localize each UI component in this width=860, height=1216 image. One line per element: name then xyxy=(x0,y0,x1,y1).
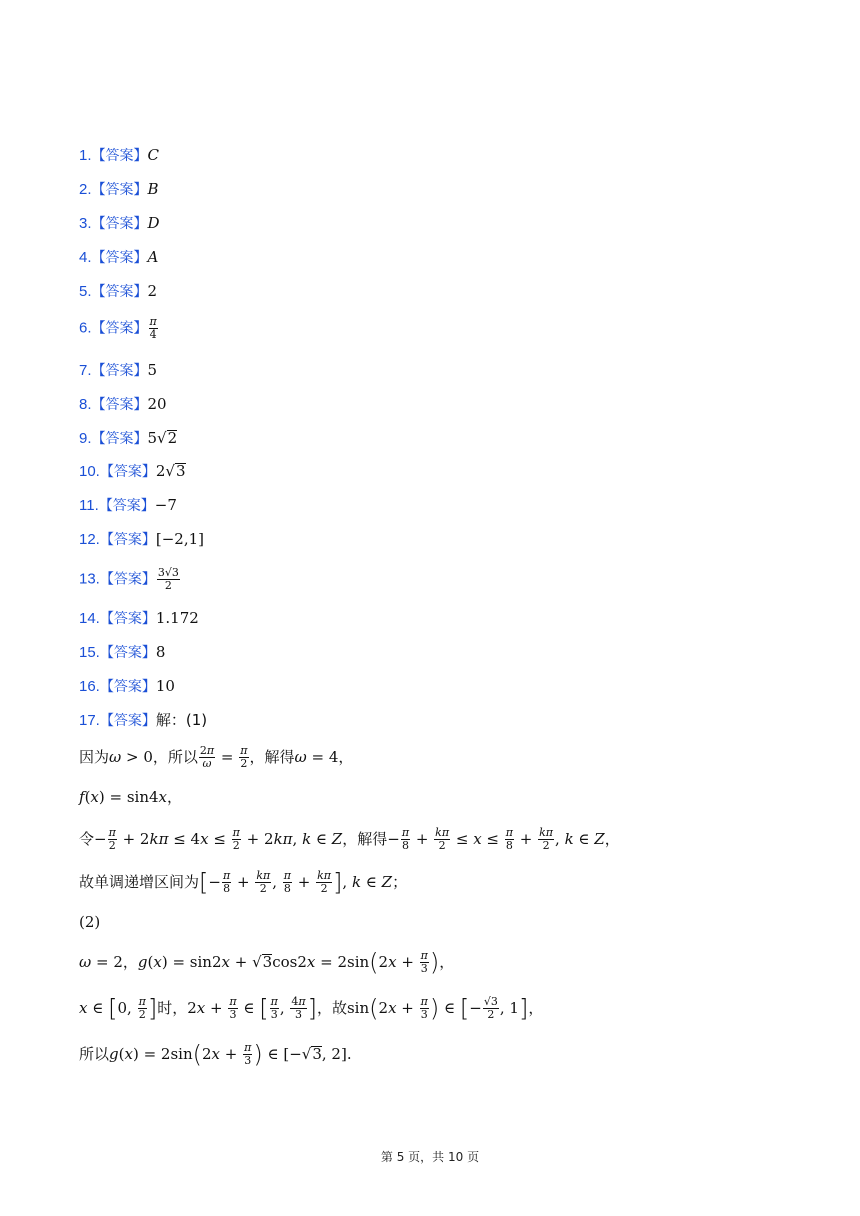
answer-number: 5. xyxy=(79,283,92,300)
answer-tag: 【答案】 xyxy=(91,363,148,379)
answer-line xyxy=(79,394,167,415)
answer-value: 20 xyxy=(147,395,167,413)
answer-value: 5 xyxy=(147,361,158,379)
answer-value: 10 xyxy=(155,677,175,695)
answer-number: 11. xyxy=(79,497,99,514)
answer-number: 8. xyxy=(79,396,92,413)
answer-value: [−2,1] xyxy=(155,530,204,548)
answer-line xyxy=(79,316,159,341)
answer-line xyxy=(79,567,181,592)
answer-tag: 【答案】 xyxy=(91,250,148,266)
answer-value: D xyxy=(147,214,160,232)
answer-number: 17. xyxy=(79,712,100,729)
answer-line xyxy=(79,495,177,516)
answer-line xyxy=(79,179,159,200)
solution-line-5: ω = 2，g(x) = sin2x + √3cos2x = 2sin(2x + $\frac{\pi}{3}$ )， xyxy=(79,948,455,977)
answer-number: 13. xyxy=(79,570,100,588)
answer-line xyxy=(79,608,199,629)
answer-value: −7 xyxy=(154,496,177,514)
answer-value: 解：(1) xyxy=(155,711,208,729)
answer-tag: 【答案】 xyxy=(91,397,148,413)
answer-line xyxy=(79,642,165,663)
answer-tag: 【答案】 xyxy=(91,431,148,447)
answer-number: 16. xyxy=(79,678,100,695)
solution-line-6: x ∈ [0, $\frac{\pi}{2}$ ]时，2x + $\frac{\pi}{3}$ ∈ [ $\frac{\pi}{3}$ , $\frac{4\pi}{3}$ ]，故sin(2x + $\frac{\pi}{3}$ ) ∈ [− $\frac{√3}{2}$ , 1]， xyxy=(79,994,544,1023)
answer-number: 15. xyxy=(79,644,100,661)
answer-value: 8 xyxy=(155,643,166,661)
answer-line xyxy=(79,145,159,166)
answer-line xyxy=(79,461,186,482)
solution-line-3: 令− $\frac{\pi}{2}$ + 2kπ ≤ 4x ≤ $\frac{\pi}{2}$ + 2kπ, k ∈ Z，解得− $\frac{\pi}{8}$ + $\frac{k\pi}{2}$ ≤ x ≤ $\frac{\pi}{8}$ + $\frac{k\pi}{2}$ , k ∈ Z， xyxy=(79,826,620,852)
answer-number: 12. xyxy=(79,531,100,548)
answer-line xyxy=(79,281,157,302)
answer-tag: 【答案】 xyxy=(91,216,148,232)
answer-tag: 【答案】 xyxy=(91,182,148,198)
answer-number: 3. xyxy=(79,215,92,232)
answer-value: 1.172 xyxy=(155,609,199,627)
answer-number: 1. xyxy=(79,147,92,164)
answer-tag: 【答案】 xyxy=(99,679,156,695)
answer-tag: 【答案】 xyxy=(99,464,156,480)
solution-line-7: 所以g(x) = 2sin(2x + $\frac{\pi}{3}$ ) ∈ [−√3, 2]. xyxy=(79,1040,352,1069)
solution-line-2: f(x) = sin4x， xyxy=(79,788,183,806)
page-footer: 第 5 页，共 10 页 xyxy=(380,1150,480,1164)
answer-number: 9. xyxy=(79,430,92,447)
answer-line xyxy=(79,710,207,731)
answer-number: 14. xyxy=(79,610,100,627)
answer-tag: 【答案】 xyxy=(91,148,148,164)
answer-line xyxy=(79,529,204,550)
answer-tag: 【答案】 xyxy=(98,498,155,514)
answer-tag: 【答案】 xyxy=(99,532,156,548)
answer-line xyxy=(79,428,177,449)
answer-value: $\frac{3√3}{2}$ xyxy=(157,566,179,592)
solution-line-4: 故单调递增区间为[− $\frac{\pi}{8}$ + $\frac{k\pi}{2}$ , $\frac{\pi}{8}$ + $\frac{k\pi}{2}$ ], k ∈ Z； xyxy=(79,868,408,897)
answer-value: B xyxy=(147,180,159,198)
answer-value: A xyxy=(147,248,159,266)
answer-number: 4. xyxy=(79,249,92,266)
answer-line xyxy=(79,360,157,381)
answer-tag: 【答案】 xyxy=(99,713,156,729)
answer-number: 2. xyxy=(79,181,92,198)
answer-number: 7. xyxy=(79,362,92,379)
answer-value: 2 xyxy=(147,282,158,300)
answer-line xyxy=(79,247,158,268)
answer-number: 6. xyxy=(79,319,92,337)
answer-value: $\frac{\pi}{4}$ xyxy=(149,315,157,341)
answer-value: 2√3 xyxy=(155,462,186,480)
answer-value: C xyxy=(147,146,159,164)
answer-tag: 【答案】 xyxy=(99,645,156,661)
solution-part-2: (2) xyxy=(79,913,101,931)
answer-tag: 【答案】 xyxy=(99,611,156,627)
answer-tag: 【答案】 xyxy=(91,320,148,337)
answer-line xyxy=(79,213,160,234)
solution-line-1: 因为ω > 0，所以 $\frac{2\pi}{\omega}$ = $\frac{\pi}{2}$ ，解得ω = 4， xyxy=(79,744,354,770)
answer-line xyxy=(79,676,175,697)
answer-number: 10. xyxy=(79,463,100,480)
answer-tag: 【答案】 xyxy=(99,571,156,588)
answer-tag: 【答案】 xyxy=(91,284,148,300)
answer-value: 5√2 xyxy=(147,429,178,447)
